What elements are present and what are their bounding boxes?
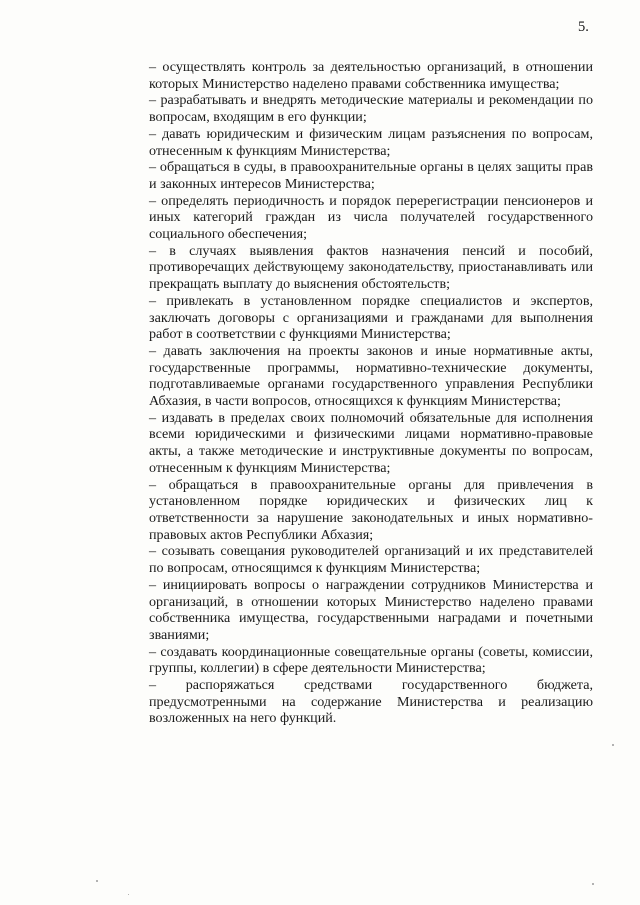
document-body [149, 59, 593, 727]
scan-speck [592, 883, 594, 885]
list-item: – издавать в пределах своих полномочий обязательные для исполнения всеми юридическими и физическими лицами нормативно-правовые акты, а также методические и инструктивные документы по вопросам, отнесенным к функциям Министерства; [149, 409, 593, 476]
scan-speck [128, 894, 129, 895]
list-item: – созывать совещания руководителей организаций и их представителей по вопросам, относящимся к функциям Министерства; [149, 543, 593, 577]
list-item: – осуществлять контроль за деятельностью организаций, в отношении которых Министерство наделено правами собственника имущества; [149, 59, 593, 92]
list-item: – создавать координационные совещательные органы (советы, комиссии, группы, коллегии) в сфере деятельности Министерства; [149, 643, 593, 677]
list-item: – привлекать в установленном порядке специалистов и экспертов, заключать договоры с организациями и гражданами для выполнения работ в соответствии с функциями Министерства; [149, 292, 593, 343]
list-item: – обращаться в правоохранительные органы для привлечения в установленном порядке юридических и физических лиц к ответственности за нарушение законодательных и иных нормативно-правовых актов Республики Абхазия; [149, 476, 593, 543]
list-item: – обращаться в суды, в правоохранительные органы в целях защиты прав и законных интересов Министерства; [149, 159, 593, 192]
list-item: – распоряжаться средствами государственного бюджета, предусмотренными на содержание Министерства и реализацию возложенных на него функций. [149, 677, 593, 727]
scan-speck [96, 880, 98, 882]
page-number: 5. [578, 19, 589, 35]
list-item: – в случаях выявления фактов назначения пенсий и пособий, противоречащих действующему законодательству, приостанавливать или прекращать выплату до выяснения обстоятельств; [149, 242, 593, 293]
scan-speck [612, 744, 614, 746]
list-item: – давать юридическим и физическим лицам разъяснения по вопросам, отнесенным к функциям Министерства; [149, 125, 593, 159]
list-item: – определять периодичность и порядок перерегистрации пенсионеров и иных категорий граждан из числа получателей государственного социального обеспечения; [149, 192, 593, 243]
list-item: – инициировать вопросы о награждении сотрудников Министерства и организаций, в отношении которых Министерство наделено правами собственника имущества, государственными наградами и почетными званиями; [149, 576, 593, 643]
list-item: – разрабатывать и внедрять методические материалы и рекомендации по вопросам, входящим в его функции; [149, 92, 593, 126]
list-item: – давать заключения на проекты законов и иные нормативные акты, государственные программы, нормативно-технические документы, подготавливаемые органами государственного управления Республики Абхазия, в части вопросов, относящихся к функциям Министерства; [149, 342, 593, 410]
